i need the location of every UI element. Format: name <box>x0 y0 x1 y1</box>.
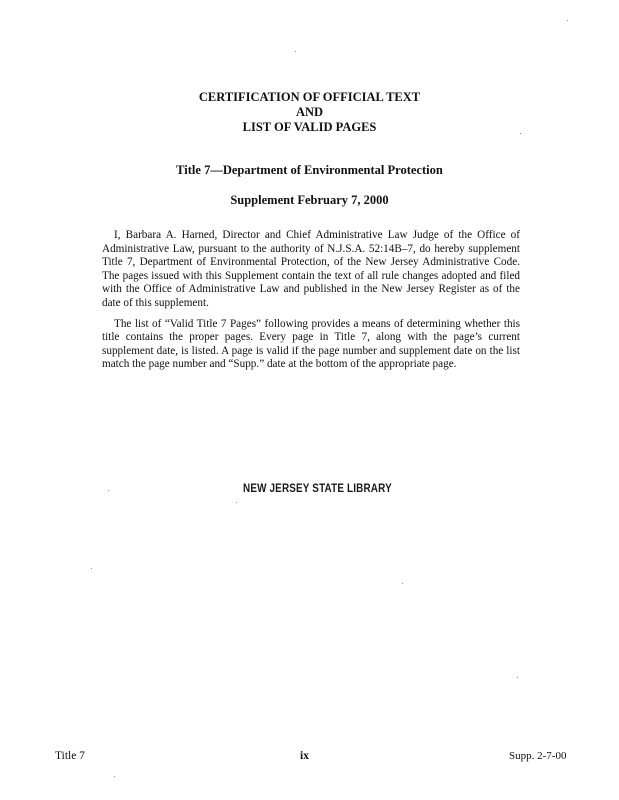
paragraph-valid-pages: The list of “Valid Title 7 Pages” following provides a means of determining whether this title contains the proper pages. Every page in Title 7, along with the page’s current supplement date, is listed. A page is valid if the page number and supplement date on the list match the page number and “Supp.” date at the bottom of the appropriate page. <box>102 317 520 371</box>
paragraph-certification: I, Barbara A. Harned, Director and Chief Administrative Law Judge of the Office of Administrative Law, pursuant to the authority of N.J.S.A. 52:14B–7, do hereby supplement Title 7, Department of Environmental Protection, of the New Jersey Administrative Code. The pages issued with this Supplement contain the text of all rule changes adopted and filed with the Office of Administrative Law and published in the New Jersey Register as of the date of this supplement. <box>102 229 520 309</box>
scan-speck <box>520 133 521 134</box>
heading-line-2: AND <box>295 105 324 119</box>
scan-speck <box>108 490 109 491</box>
scan-speck <box>91 568 92 569</box>
title-heading: Title 7—Department of Environmental Protection <box>176 163 443 177</box>
footer-title: Title 7 <box>55 750 85 762</box>
scan-speck <box>567 20 568 21</box>
footer-page-number: ix <box>300 750 309 762</box>
scan-speck <box>517 677 518 678</box>
library-stamp: NEW JERSEY STATE LIBRARY <box>243 483 392 495</box>
certification-heading <box>0 90 619 135</box>
scan-speck <box>295 51 296 52</box>
heading-line-3: LIST OF VALID PAGES <box>242 120 377 134</box>
scan-speck <box>236 502 237 503</box>
heading-line-1: CERTIFICATION OF OFFICIAL TEXT <box>198 90 421 104</box>
body-text <box>102 229 520 379</box>
supplement-heading: Supplement February 7, 2000 <box>230 193 389 207</box>
footer-supplement-date: Supp. 2-7-00 <box>509 750 567 762</box>
scan-speck <box>114 776 115 777</box>
scan-speck <box>402 583 403 584</box>
